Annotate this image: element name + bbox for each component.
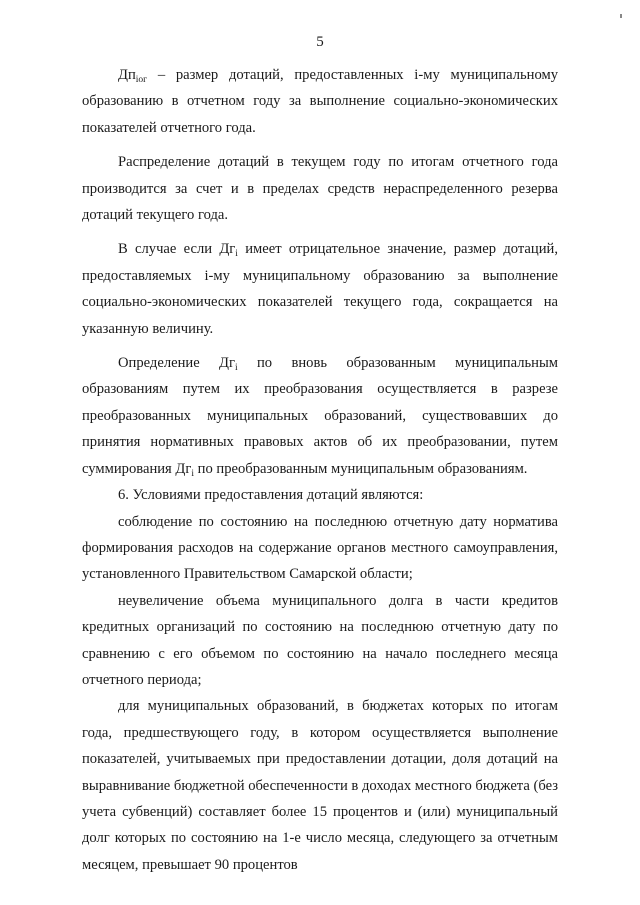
- page-number: 5: [316, 34, 324, 50]
- subscript: i: [235, 363, 238, 374]
- document-body: [82, 62, 558, 878]
- paragraph: Определение $Дг_i$ по вновь образованным муниципальным образованиям путем их преобразования осуществляется в разрезе преобразованных муниципальных образований, существовавших до принятия нормативных правовых актов об их преобразовании, путем суммирования $Дг_i$ по преобразованным муниципальным образованиям.: [82, 355, 559, 479]
- subscript: i: [191, 468, 195, 479]
- paragraph: $Дп_{iог}$ – размер дотаций, предоставленных i-му муниципальному образованию в отчетном году за выполнение социально-экономических показателей отчетного года.: [82, 67, 558, 136]
- subscript: iог: [135, 75, 148, 85]
- paragraph: 6. Условиями предоставления дотаций являются:: [118, 487, 424, 504]
- paragraph: для муниципальных образований, в бюджетах которых по итогам года, предшествующего году, в котором осуществляется выполнение показателей, учитываемых при предоставлении дотации, доля дотаций на выравнивание бюджетной обеспеченности в доходах местного бюджета (без учета субвенций) составляет более 15 процентов и (или) муниципальный долг которых по состоянию на 1-е число месяца, следующего за отчетным месяцем, превышает 90 процентов: [82, 698, 558, 873]
- subscript: i: [235, 249, 238, 260]
- scan-speck: [620, 14, 622, 18]
- paragraph: Распределение дотаций в текущем году по итогам отчетного года производится за счет и в пределах средств нераспределенного резерва дотаций текущего года.: [82, 154, 558, 224]
- paragraph: неувеличение объема муниципального долга в части кредитов кредитных организаций по состоянию на последнюю отчетную дату по сравнению с его объемом по состоянию на начало последнего месяца отчетного периода;: [82, 592, 558, 688]
- paragraph: соблюдение по состоянию на последнюю отчетную дату норматива формирования расходов на содержание органов местного самоуправления, установленного Правительством Самарской области;: [82, 513, 558, 583]
- paragraph: В случае если $Дг_i$ имеет отрицательное значение, размер дотаций, предоставляемых i-му муниципальному образованию за выполнение социально-экономических показателей текущего года, сокращается на указанную величину.: [82, 241, 558, 337]
